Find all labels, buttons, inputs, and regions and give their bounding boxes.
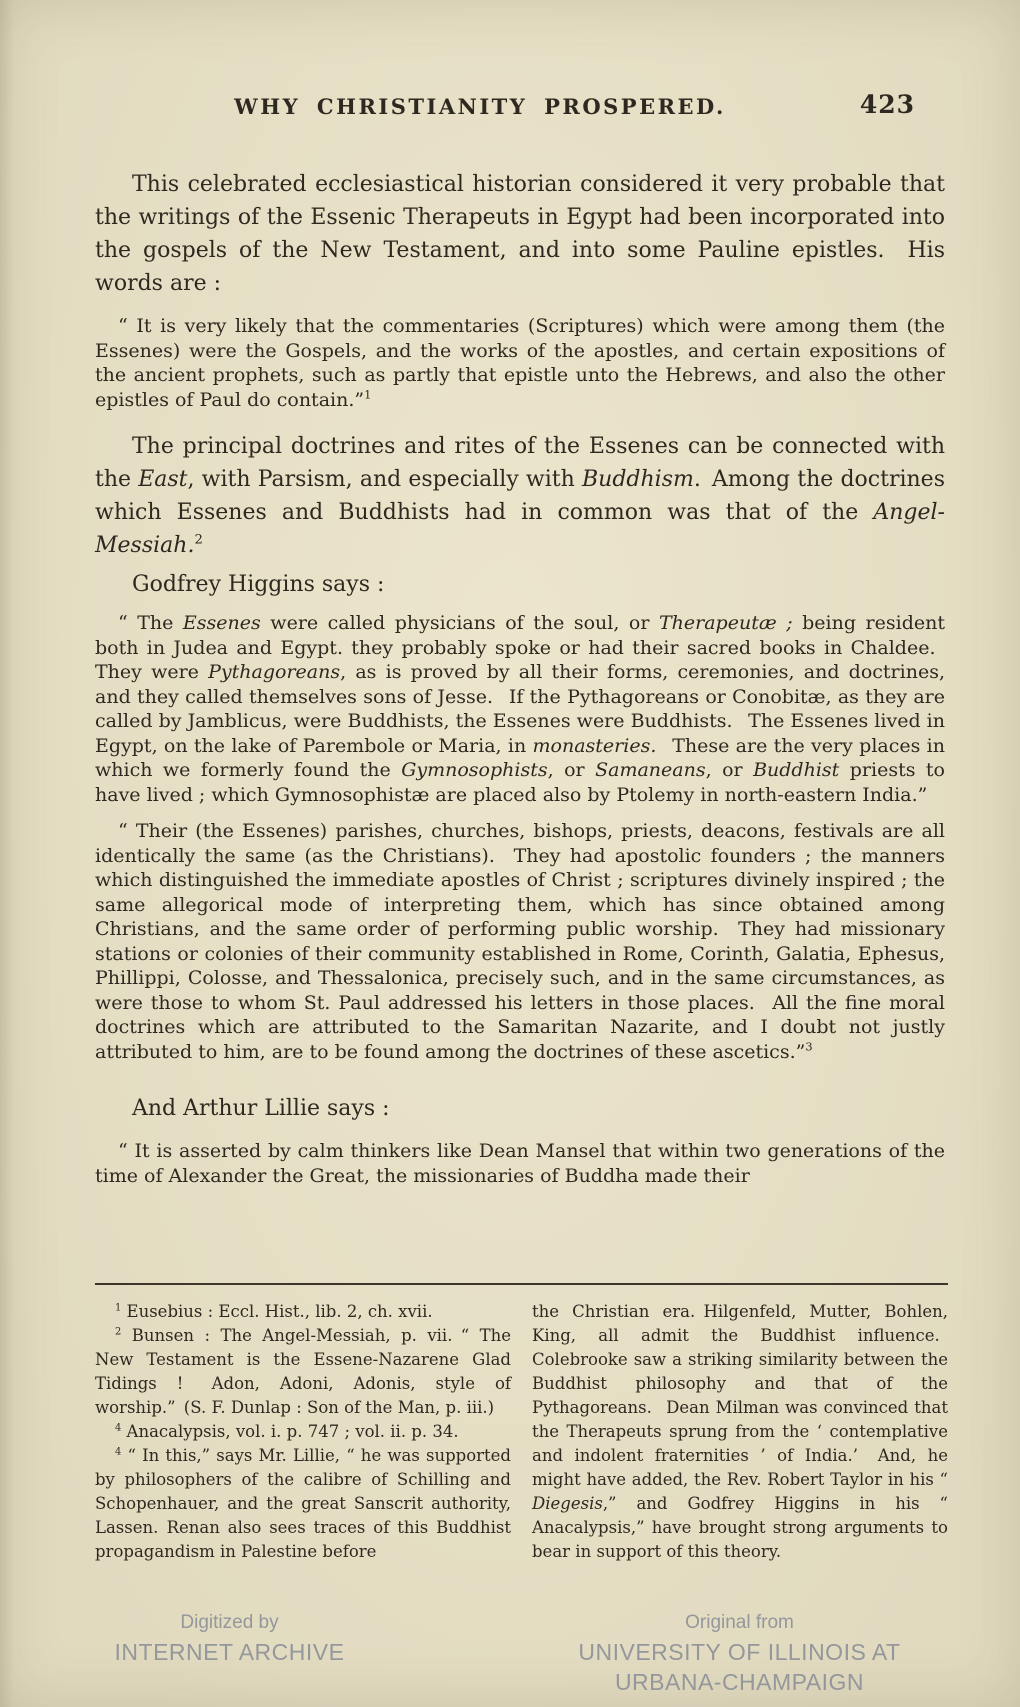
footnote-4-continued: the Christian era. Hilgenfeld, Mutter, Bohlen, King, all admit the Buddhist influence. Colebrooke saw a striking similarity between the Buddhist philosophy and that of the Pythagoreans. Dean Milman was convinced that the Therapeuts sprung from the ‘ contemplative and indolent fraternities ’ of India.’ And, he might have added, the Rev. Robert Taylor in his “ Diegesis,” and Godfrey Higgins in his “ Anacalypsis,” have brought strong arguments to bear in support of this theory. <box>532 1302 948 1561</box>
watermark-digitized-by <box>0 1608 459 1697</box>
page-title: WHY CHRISTIANITY PROSPERED. <box>234 94 726 119</box>
footnote-1: $^1$ Eusebius : Eccl. Hist., lib. 2, ch. xvii. <box>115 1302 433 1321</box>
quoted-passage-4: “ It is asserted by calm thinkers like Dean Mansel that within two generations of the time of Alexander the Great, the missionaries of Buddha made their <box>95 1140 945 1187</box>
footnote-4: $^4$ “ In this,” says Mr. Lillie, “ he was supported by philosophers of the calibre of Schilling and Schopenhauer, and the great Sanscrit authority, Lassen. Renan also sees traces of this Buddhist propagandism in Palestine before <box>95 1446 511 1561</box>
watermark-university-line2: URBANA-CHAMPAIGN <box>614 1669 865 1695</box>
footnote-column-right <box>532 1300 948 1564</box>
running-head <box>95 90 945 126</box>
page-number: 423 <box>859 90 915 119</box>
body-paragraph-3: Godfrey Higgins says : <box>132 572 385 597</box>
footnote-column-left <box>95 1300 511 1564</box>
footnote-2: $^2$ Bunsen : The Angel-Messiah, p. vii. “ The New Testament is the Essene-Nazarene Glad Tidings ! Adon, Adoni, Adonis, style of worship.” (S. F. Dunlap : Son of the Man, p. iii.) <box>95 1326 511 1417</box>
scan-watermark <box>0 1608 1020 1697</box>
watermark-internet-archive: INTERNET ARCHIVE <box>114 1639 345 1665</box>
footnote-divider-rule <box>95 1283 948 1285</box>
watermark-university-line1: UNIVERSITY OF ILLINOIS AT <box>578 1639 901 1665</box>
quoted-passage-2: “ The Essenes were called physicians of the soul, or Therapeutæ ; being resident both in Judea and Egypt. they probably spoke or had their sacred books in Chaldee. They were Pythagoreans, as is proved by all their forms, ceremonies, and doctrines, and they called themselves sons of Jesse. If the Pythagoreans or Conobitæ, as they are called by Jamblicus, were Buddhists, the Essenes were Buddhists. The Essenes lived in Egypt, on the lake of Parembole or Maria, in monasteries. These are the very places in which we formerly found the Gymnosophists, or Samaneans, or Buddhist priests to have lived ; which Gymnosophistæ are placed also by Ptolemy in north-eastern India.” <box>95 612 945 806</box>
page-body-text <box>95 168 945 1188</box>
quoted-passage-3: “ Their (the Essenes) parishes, churches, bishops, priests, deacons, festivals are all identically the same (as the Christians). They had apostolic founders ; the manners which distinguished the immediate apostles of Christ ; scriptures divinely inspired ; the same allegorical mode of interpreting them, which has since obtained among Christians, and the same order of performing public worship. They had missionary stations or colonies of their community established in Rome, Corinth, Galatia, Ephesus, Phillippi, Colosse, and Thessalonica, precisely such, and in the same circumstances, as were those to whom St. Paul addressed his letters in those places. All the fine moral doctrines which are attributed to the Samaritan Nazarite, and I doubt not justly attributed to him, are to be found among the doctrines of these ascetics.”$^3$ <box>95 820 945 1063</box>
watermark-original-label: Original from <box>685 1612 794 1633</box>
body-paragraph-1: This celebrated ecclesiastical historian considered it very probable that the writings of the Essenic Therapeuts in Egypt had been incorporated into the gospels of the New Testament, and into some Pauline epistles. His words are : <box>95 172 945 296</box>
body-paragraph-2: The principal doctrines and rites of the Essenes can be connected with the East, with Parsism, and especially with Buddhism. Among the doctrines which Essenes and Buddhists had in common was that of the Angel-Messiah.$^2$ <box>95 434 945 558</box>
watermark-digitized-label: Digitized by <box>180 1612 279 1633</box>
watermark-original-from <box>459 1608 1020 1697</box>
body-paragraph-4: And Arthur Lillie says : <box>132 1096 390 1121</box>
footnote-3: $^4$ Anacalypsis, vol. i. p. 747 ; vol. ii. p. 34. <box>115 1422 459 1441</box>
footnotes-section <box>95 1300 948 1564</box>
quoted-passage-1: “ It is very likely that the commentaries (Scriptures) which were among them (the Essenes) were the Gospels, and the works of the apostles, and certain expositions of the ancient prophets, such as partly that epistle unto the Hebrews, and also the other epistles of Paul do contain.”$^1$ <box>95 315 945 411</box>
